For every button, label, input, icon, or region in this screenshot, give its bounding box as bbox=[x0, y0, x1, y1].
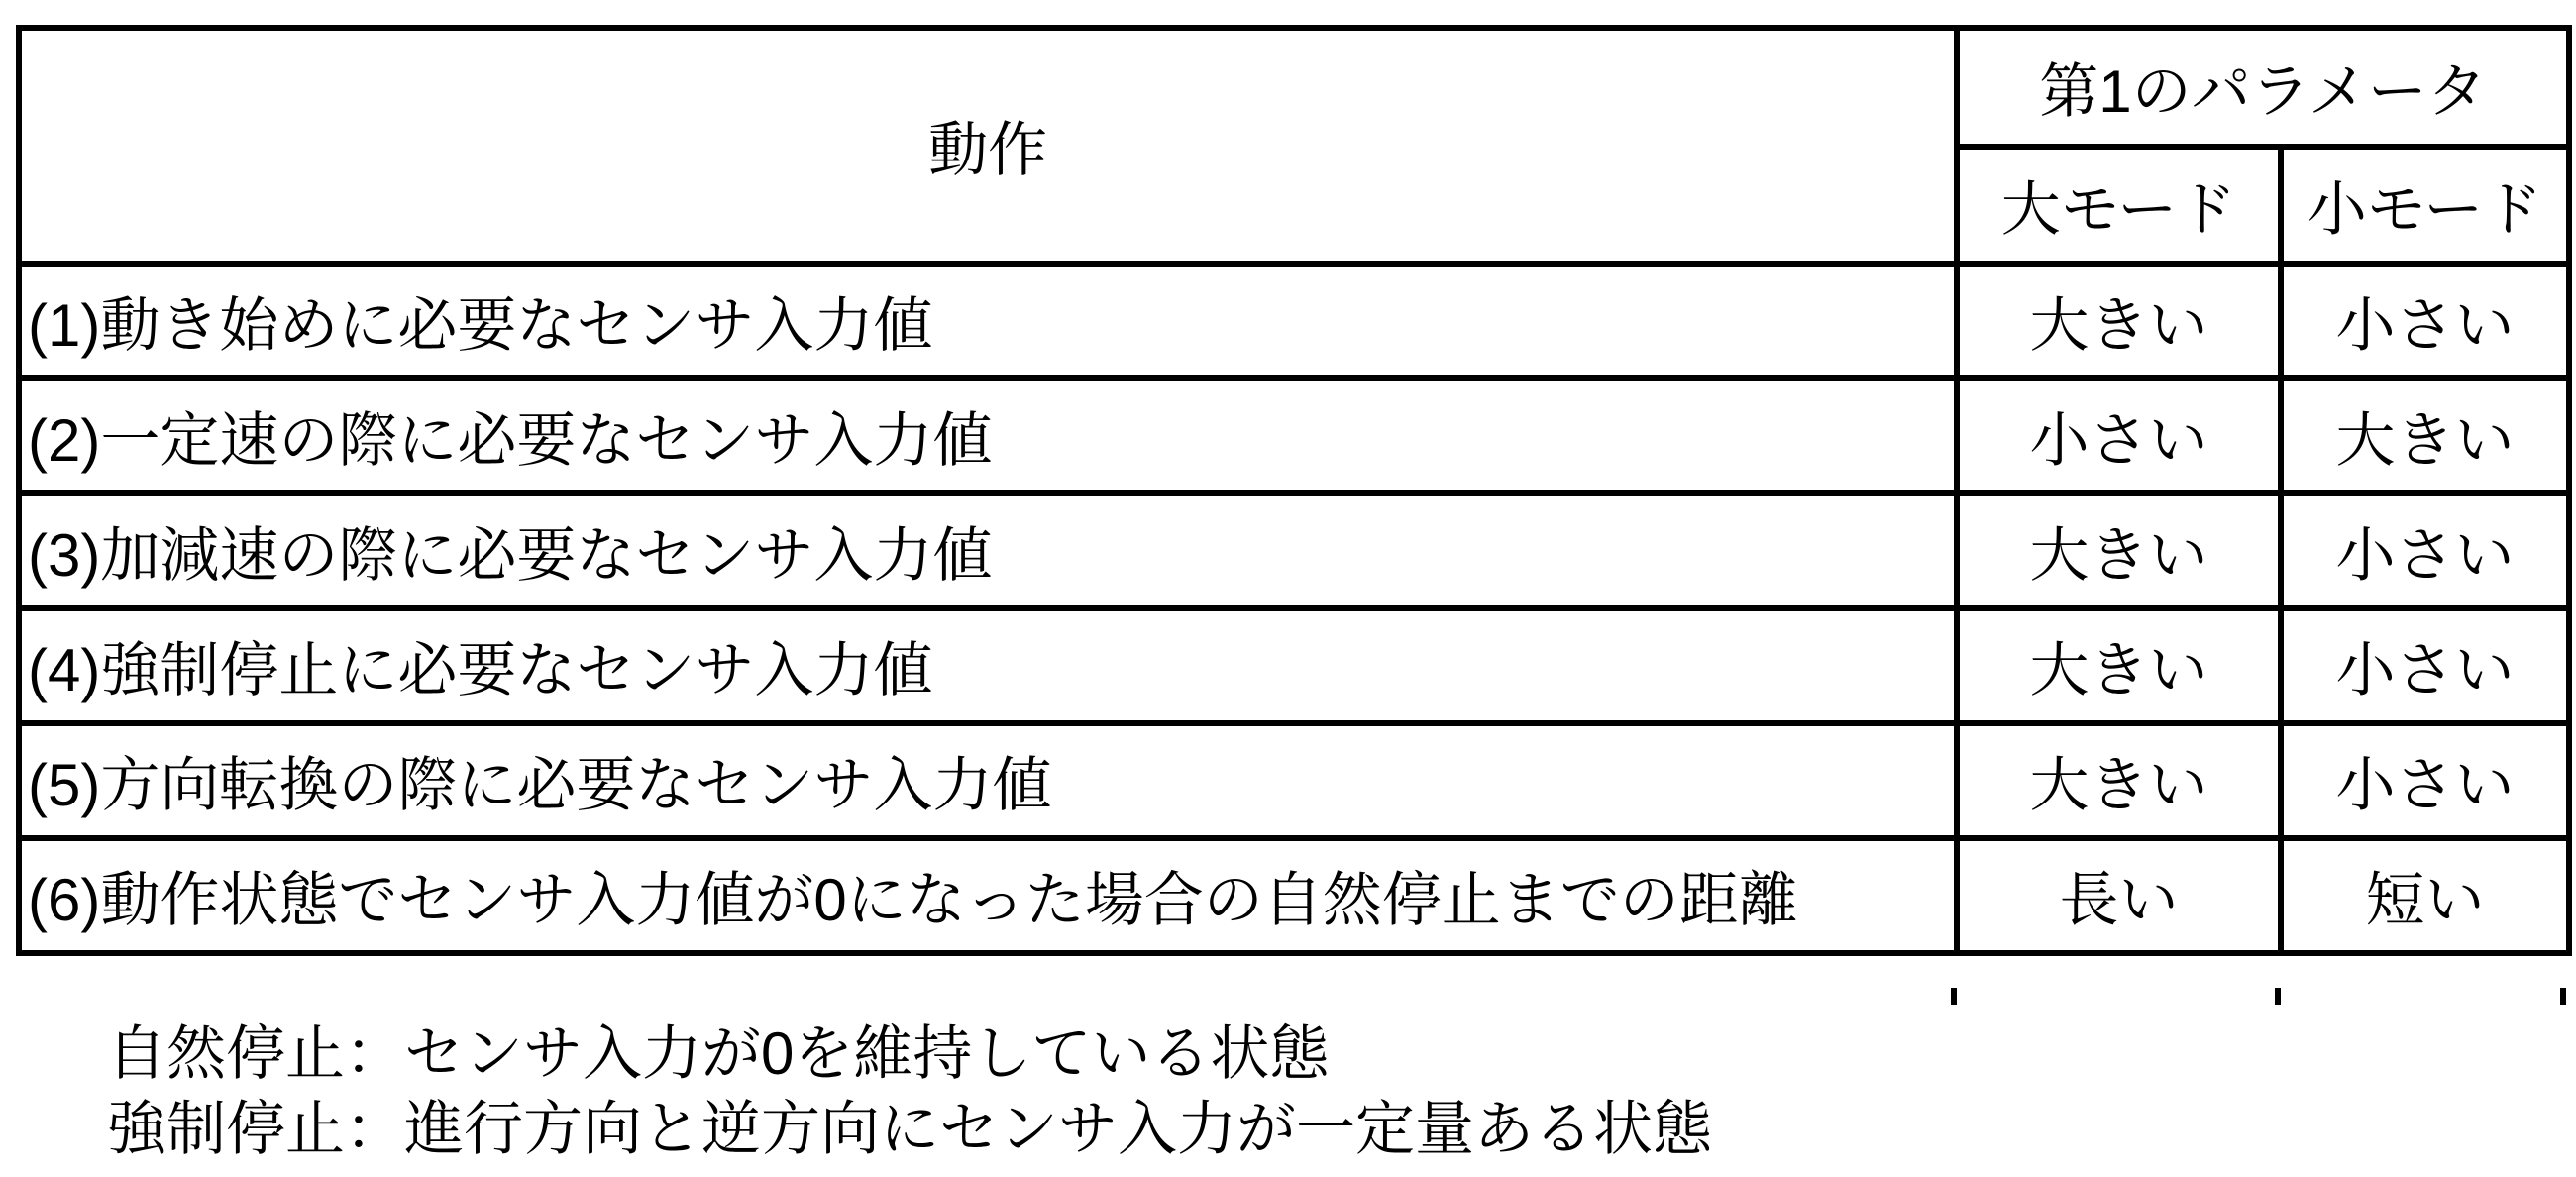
row-1-large-mode-value: 大きい bbox=[1957, 264, 2281, 378]
row-4-action: (4)強制停止に必要なセンサ入力値 bbox=[19, 608, 1957, 723]
header-small-mode: 小モード bbox=[2281, 147, 2569, 264]
table-row-1 bbox=[19, 264, 2569, 378]
row-6-large-mode-value: 長い bbox=[1957, 838, 2281, 953]
note-forced-stop: 強制停止：進行方向と逆方向にセンサ入力が一定量ある状態 bbox=[107, 1096, 1712, 1162]
row-1-small-mode-value: 小さい bbox=[2281, 264, 2569, 378]
table-row-4 bbox=[19, 608, 2569, 723]
row-6-small-mode-value: 短い bbox=[2281, 838, 2569, 953]
row-1-action: (1)動き始めに必要なセンサ入力値 bbox=[19, 264, 1957, 378]
table-row-3 bbox=[19, 493, 2569, 608]
row-2-action: (2)一定速の際に必要なセンサ入力値 bbox=[19, 378, 1957, 493]
row-2-large-mode-value: 小さい bbox=[1957, 378, 2281, 493]
row-5-small-mode-value: 小さい bbox=[2281, 723, 2569, 838]
row-5-action: (5)方向転換の際に必要なセンサ入力値 bbox=[19, 723, 1957, 838]
border-tick-left-separator bbox=[1951, 988, 1957, 1005]
table-row-6 bbox=[19, 838, 2569, 953]
row-6-action: (6)動作状態でセンサ入力値が0になった場合の自然停止までの距離 bbox=[19, 838, 1957, 953]
row-2-small-mode-value: 大きい bbox=[2281, 378, 2569, 493]
header-action-column: 動作 bbox=[19, 28, 1957, 264]
border-tick-right-edge bbox=[2560, 988, 2566, 1005]
row-4-large-mode-value: 大きい bbox=[1957, 608, 2281, 723]
row-3-small-mode-value: 小さい bbox=[2281, 493, 2569, 608]
row-5-large-mode-value: 大きい bbox=[1957, 723, 2281, 838]
table-row-2 bbox=[19, 378, 2569, 493]
row-3-large-mode-value: 大きい bbox=[1957, 493, 2281, 608]
header-large-mode: 大モード bbox=[1957, 147, 2281, 264]
border-tick-middle-separator bbox=[2275, 988, 2281, 1005]
parameter-table bbox=[16, 25, 2572, 956]
footnotes bbox=[107, 1016, 1712, 1167]
note-natural-stop: 自然停止：センサ入力が0を維持している状態 bbox=[107, 1020, 1330, 1087]
header-parameter-group: 第1のパラメータ bbox=[1957, 28, 2569, 147]
header-row-top bbox=[19, 28, 2569, 147]
row-4-small-mode-value: 小さい bbox=[2281, 608, 2569, 723]
row-3-action: (3)加減速の際に必要なセンサ入力値 bbox=[19, 493, 1957, 608]
table-row-5 bbox=[19, 723, 2569, 838]
